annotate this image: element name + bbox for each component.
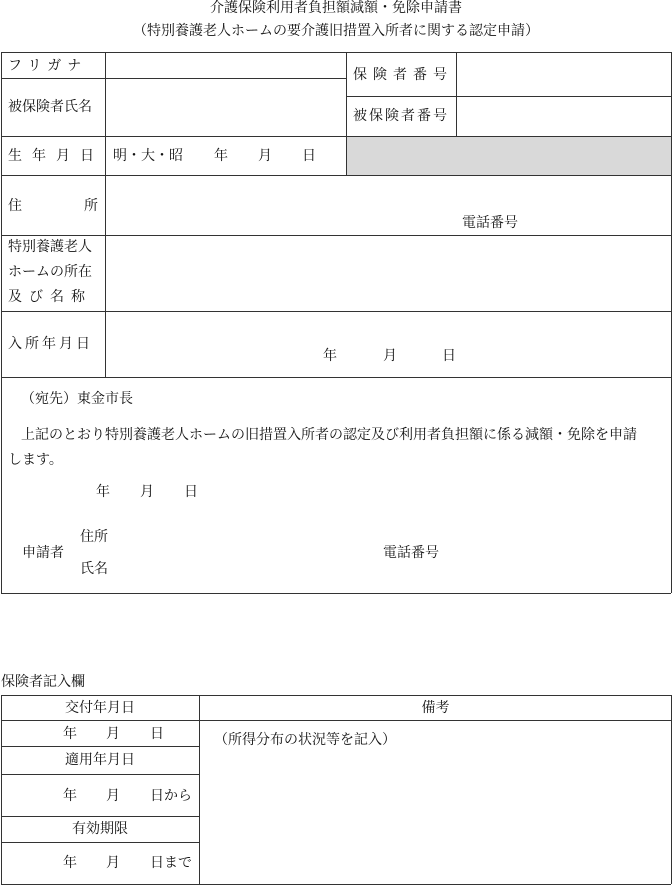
address-label-left: 住 bbox=[8, 198, 22, 214]
shaded-cell bbox=[346, 136, 671, 175]
issue-year-unit: 年 bbox=[63, 726, 77, 742]
insurer-number-field[interactable] bbox=[457, 53, 671, 96]
apply-year-unit: 年 bbox=[63, 788, 77, 804]
declaration-month-unit: 月 bbox=[140, 484, 154, 500]
address-phone-label: 電話番号 bbox=[462, 215, 518, 231]
admission-year-unit: 年 bbox=[323, 348, 337, 364]
apply-month-unit: 月 bbox=[106, 788, 120, 804]
applicant-phone-label: 電話番号 bbox=[383, 545, 439, 561]
insurer-section-title: 保険者記入欄 bbox=[1, 674, 85, 690]
birth-era: 明・大・昭 bbox=[113, 148, 183, 164]
admission-month-unit: 月 bbox=[383, 348, 397, 364]
birth-year-unit: 年 bbox=[214, 148, 228, 164]
applicant-name-label: 氏名 bbox=[80, 561, 108, 577]
applicant-label: 申請者 bbox=[22, 545, 64, 561]
birth-month-unit: 月 bbox=[258, 148, 272, 164]
admission-date-label: 入所年月日 bbox=[8, 336, 93, 352]
applicant-field[interactable] bbox=[110, 520, 370, 580]
insured-number-label: 被保険者番号 bbox=[353, 108, 449, 124]
birth-day-unit: 日 bbox=[302, 148, 316, 164]
apply-date-label: 適用年月日 bbox=[65, 752, 135, 768]
addressee: （宛先）東金市長 bbox=[21, 391, 133, 407]
remarks-field[interactable] bbox=[200, 750, 671, 884]
insured-number-field[interactable] bbox=[457, 97, 671, 136]
declaration-body-line2: します。 bbox=[8, 452, 63, 468]
birth-date-label: 生年月日 bbox=[8, 148, 104, 164]
declaration-year-unit: 年 bbox=[96, 484, 110, 500]
admission-day-unit: 日 bbox=[442, 348, 456, 364]
remarks-label: 備考 bbox=[421, 700, 450, 716]
declaration-body-line1: 上記のとおり特別養護老人ホームの旧措置入所者の認定及び利用者負担額に係る減額・免除を申請 bbox=[21, 427, 637, 443]
apply-day-unit: 日から bbox=[150, 788, 192, 804]
applicant-address-label: 住所 bbox=[80, 529, 108, 545]
facility-label-line3: 及び名称 bbox=[8, 289, 92, 305]
insured-name-field[interactable] bbox=[106, 79, 346, 136]
furigana-label: フリガナ bbox=[8, 58, 88, 74]
insurer-number-label: 保険者番号 bbox=[353, 67, 453, 83]
valid-day-unit: 日まで bbox=[150, 855, 192, 871]
facility-label-line1: 特別養護老人 bbox=[8, 239, 92, 255]
insured-name-label: 被保険者氏名 bbox=[8, 99, 92, 115]
issue-month-unit: 月 bbox=[106, 726, 120, 742]
address-field[interactable] bbox=[106, 176, 671, 235]
facility-label-line2: ホームの所在 bbox=[8, 264, 92, 280]
furigana-field[interactable] bbox=[106, 53, 346, 78]
issue-day-unit: 日 bbox=[150, 726, 164, 742]
declaration-day-unit: 日 bbox=[184, 484, 198, 500]
issue-date-label: 交付年月日 bbox=[65, 700, 135, 716]
valid-year-unit: 年 bbox=[63, 855, 77, 871]
valid-until-label: 有効期限 bbox=[72, 821, 128, 837]
facility-field[interactable] bbox=[106, 236, 671, 311]
address-label-right: 所 bbox=[84, 198, 98, 214]
form-title: 介護保険利用者負担額減額・免除申請書 bbox=[210, 0, 462, 16]
valid-month-unit: 月 bbox=[106, 855, 120, 871]
form-subtitle: （特別養護老人ホームの要介護旧措置入所者に関する認定申請） bbox=[133, 23, 539, 39]
remarks-note: （所得分布の状況等を記入） bbox=[214, 732, 396, 748]
